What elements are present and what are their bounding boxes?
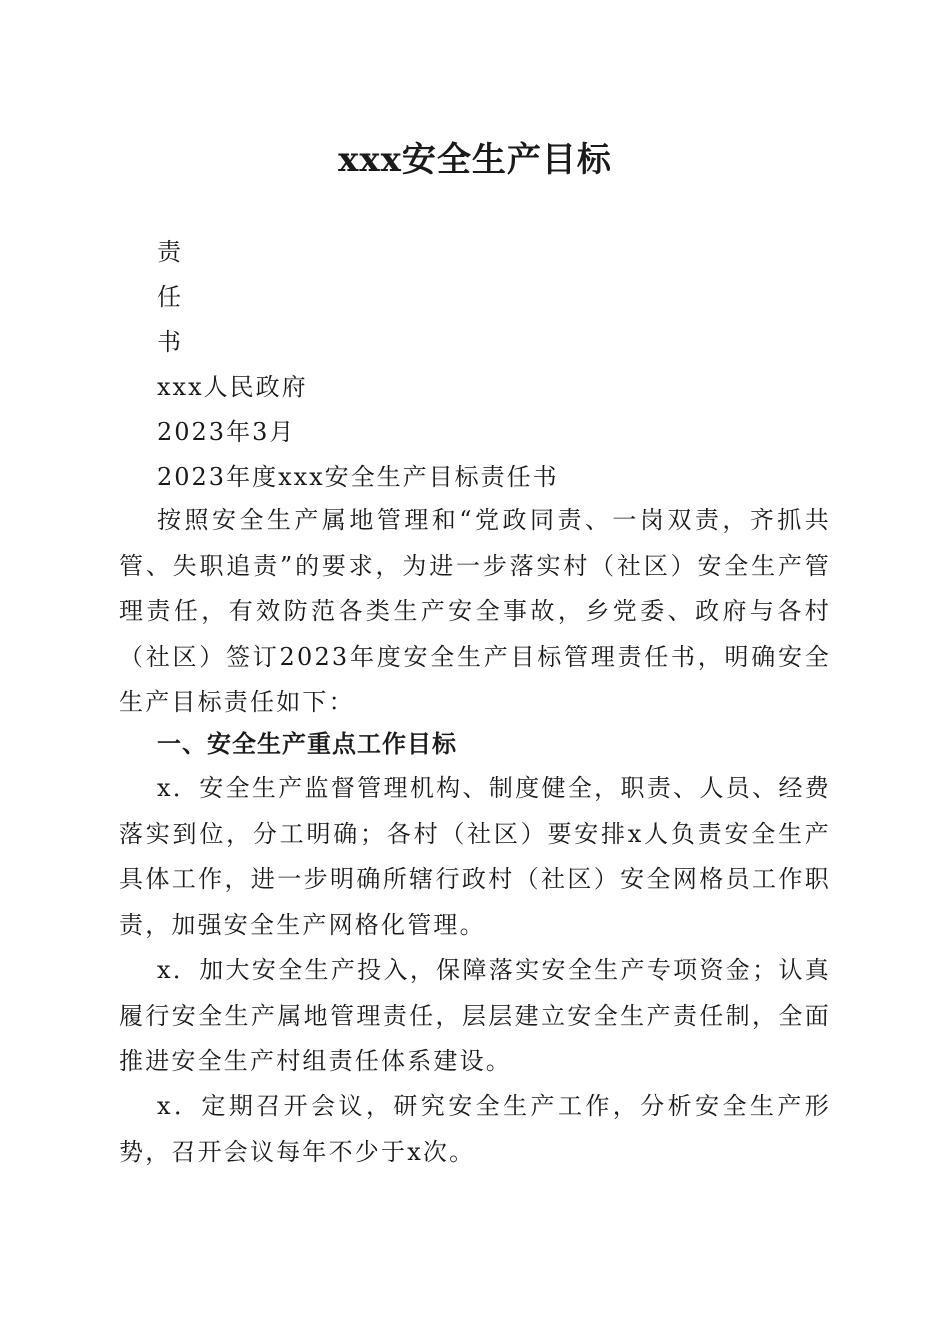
cover-issuer: xxx人民政府: [157, 373, 308, 401]
document-title: xxx安全生产目标: [338, 140, 612, 180]
cover-vertical-char-3: 书: [157, 328, 183, 356]
section-1-item-3: x．定期召开会议，研究安全生产工作，分析安全生产形势，召开会议每年不少于x次。: [119, 1092, 831, 1166]
section-1-heading: 一、安全生产重点工作目标: [157, 730, 457, 758]
section-1-item-2: x．加大安全生产投入，保障落实安全生产专项资金；认真履行安全生产属地管理责任，层层建立安全生产责任制，全面推进安全生产村组责任体系建设。: [119, 956, 831, 1075]
document-subtitle: 2023年度xxx安全生产目标责任书: [157, 463, 559, 491]
intro-paragraph: 按照安全生产属地管理和“党政同责、一岗双责，齐抓共管、失职追责”的要求，为进一步落实村（社区）安全生产管理责任，有效防范各类生产安全事故，乡党委、政府与各村（社区）签订2023年度安全生产目标管理责任书，明确安全生产目标责任如下：: [119, 506, 831, 716]
cover-date: 2023年3月: [157, 418, 296, 446]
cover-vertical-char-2: 任: [157, 283, 183, 311]
cover-vertical-char-1: 责: [157, 238, 183, 266]
section-1-item-1: x．安全生产监督管理机构、制度健全，职责、人员、经费落实到位，分工明确；各村（社区）要安排x人负责安全生产具体工作，进一步明确所辖行政村（社区）安全网格员工作职责，加强安全生产网格化管理。: [119, 774, 831, 939]
